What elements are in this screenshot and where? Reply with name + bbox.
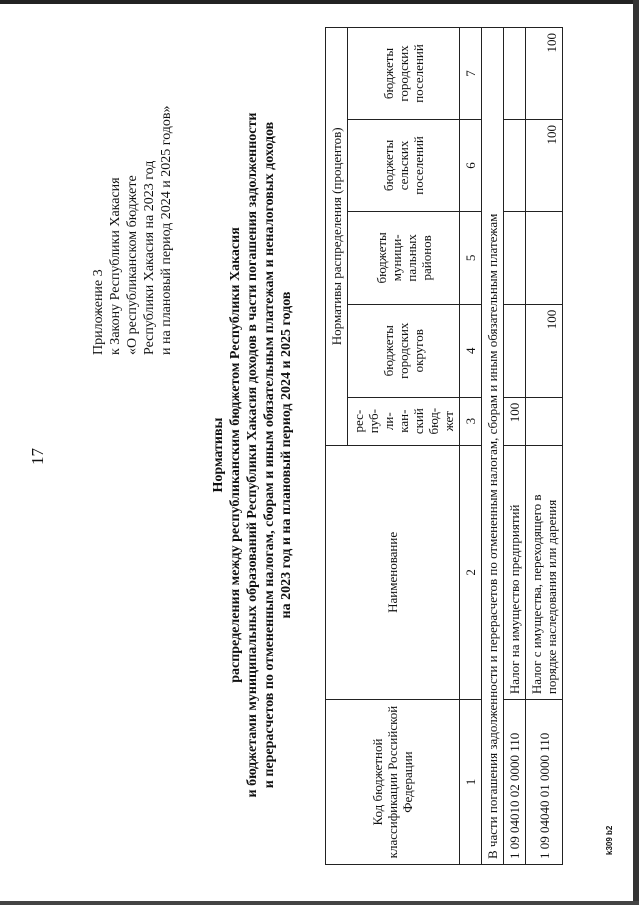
scan-edge-top — [0, 0, 639, 4]
row-code: 1 09 04040 01 0000 110 — [526, 700, 563, 865]
appendix-line: и на плановый период 2024 и 2025 годов» — [159, 105, 174, 355]
document-title — [210, 25, 295, 885]
header-norms-group: Нормативы распределения (процентов) — [326, 28, 348, 446]
row-name: Налог на имущество предприятий — [504, 445, 526, 699]
row-republic-value — [526, 397, 563, 445]
appendix-block — [90, 105, 175, 355]
appendix-line: к Закону Республики Хакасия — [108, 177, 123, 355]
column-number: 5 — [460, 211, 482, 304]
header-republic-budget: рес-пуб-ли-кан-ский бюд-жет — [348, 397, 460, 445]
title-line: и перерасчетов по отмененным налогам, сборам и иным обязательным платежам и неналоговых доходов — [262, 121, 277, 789]
row-name: Налог с имущества, переходящего в порядке наследования или дарения — [526, 445, 563, 699]
column-number: 2 — [460, 445, 482, 699]
row-city-districts-value: 100 — [526, 304, 563, 397]
column-number: 4 — [460, 304, 482, 397]
section-row — [482, 28, 504, 865]
header-code: Код бюджетной классификации Российской Федерации — [326, 700, 460, 865]
row-republic-value: 100 — [504, 397, 526, 445]
row-city-districts-value — [504, 304, 526, 397]
row-code: 1 09 04010 02 0000 110 — [504, 700, 526, 865]
row-rural-settlements-value — [504, 119, 526, 211]
header-row — [326, 28, 348, 865]
column-number: 3 — [460, 397, 482, 445]
header-urban-settlements: бюджеты городских поселений — [348, 28, 460, 120]
title-line: Нормативы — [211, 417, 226, 493]
row-municipal-districts-value — [526, 211, 563, 304]
appendix-line: «О республиканском бюджете — [125, 175, 140, 355]
table-row — [526, 28, 563, 865]
header-name: Наименование — [326, 445, 460, 699]
appendix-line: Республики Хакасия на 2023 год — [142, 160, 157, 355]
row-municipal-districts-value — [504, 211, 526, 304]
title-line: на 2023 год и на плановый период 2024 и 2025 годов — [279, 291, 294, 619]
column-numbers-row — [460, 28, 482, 865]
row-urban-settlements-value: 100 — [526, 28, 563, 120]
norms-table — [325, 27, 563, 865]
row-urban-settlements-value — [504, 28, 526, 120]
document-sheet — [20, 25, 620, 885]
header-rural-settlements: бюджеты сельских поселений — [348, 119, 460, 211]
footer-mark: k309 b2 — [605, 825, 614, 855]
page-number: 17 — [28, 448, 47, 465]
column-number: 6 — [460, 119, 482, 211]
header-municipal-districts: бюджеты муници-пальных районов — [348, 211, 460, 304]
title-line: и бюджетами муниципальных образований Республики Хакасия доходов в части погашения задолженности — [245, 112, 260, 798]
section-title: В части погашения задолженности и перерасчетов по отмененным налогам, сборам и иным обязательным платежам — [482, 28, 504, 865]
scan-edge-right — [633, 0, 639, 905]
title-line: распределения между республиканским бюджетом Республики Хакасия — [228, 227, 243, 683]
header-city-districts: бюджеты городских округов — [348, 304, 460, 397]
table-row — [504, 28, 526, 865]
appendix-line: Приложение 3 — [91, 269, 106, 355]
row-rural-settlements-value: 100 — [526, 119, 563, 211]
column-number: 7 — [460, 28, 482, 120]
column-number: 1 — [460, 700, 482, 865]
scan-edge-bottom — [0, 901, 639, 905]
